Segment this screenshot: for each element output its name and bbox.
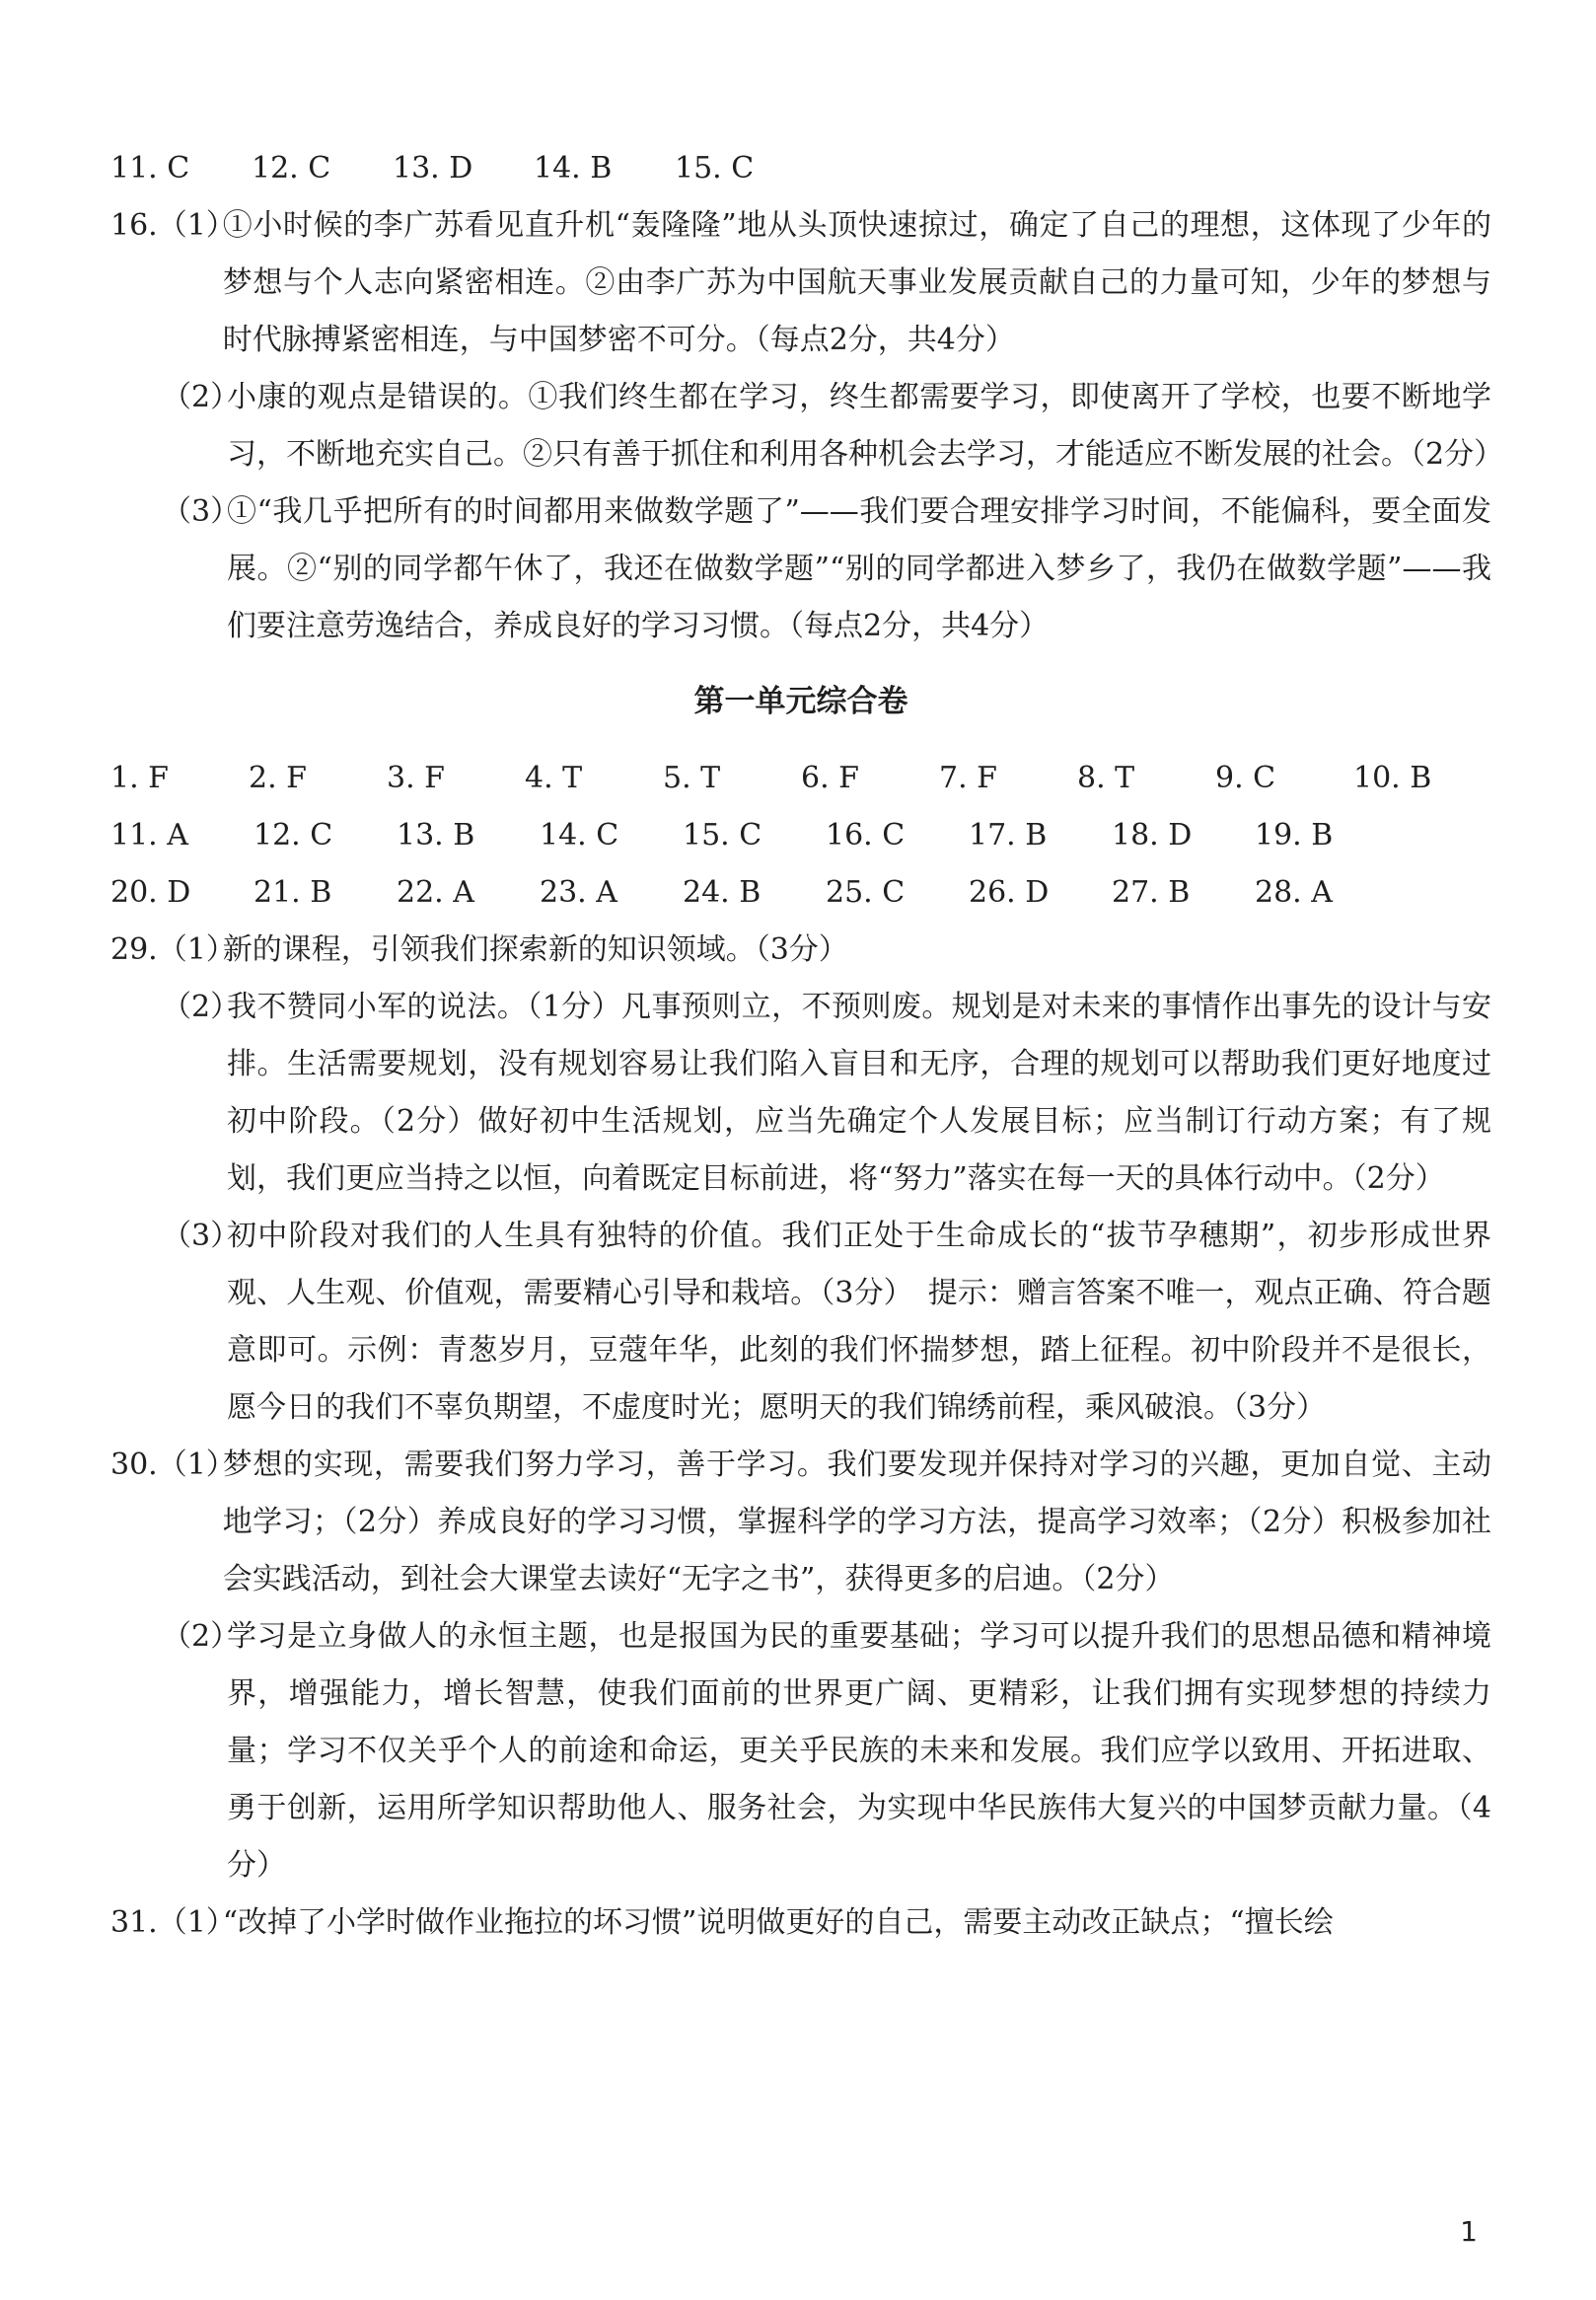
answer-item: 12. C xyxy=(254,818,333,853)
part-label: （1） xyxy=(157,1905,236,1940)
answer-item: 24. B xyxy=(683,875,762,910)
question-29-part-3 xyxy=(110,1208,1491,1437)
question-16-part-3 xyxy=(110,483,1491,655)
answer-item: 6. F xyxy=(801,761,859,795)
answer-item: 9. C xyxy=(1215,761,1276,795)
answer-item: 13. B xyxy=(397,818,475,853)
answer-item: 1. F xyxy=(110,761,169,795)
answer-item: 23. A xyxy=(540,875,617,910)
part-label: （2） xyxy=(162,380,241,414)
part-text: ①“我几乎把所有的时间都用来做数学题了”——我们要合理安排学习时间，不能偏科，要全面发展。②“别的同学都午休了，我还在做数学题”“别的同学都进入梦乡了，我仍在做数学题”——我们要注意劳逸结合，养成良好的学习习惯。（每点2分，共4分） xyxy=(227,494,1491,643)
question-number: 29. xyxy=(110,932,158,967)
answer-item: 25. C xyxy=(826,875,906,910)
answer-item: 14. C xyxy=(540,818,619,853)
answer-content xyxy=(110,140,1504,1952)
answer-item: 2. F xyxy=(249,761,307,795)
question-number: 31. xyxy=(110,1905,158,1940)
part-label: （3） xyxy=(162,1219,241,1253)
part-text: 小康的观点是错误的。①我们终生都在学习，终生都需要学习，即使离开了学校，也要不断地学习，不断地充实自己。②只有善于抓住和利用各种机会去学习，才能适应不断发展的社会。（2分） xyxy=(227,380,1504,472)
answer-item: 15. C xyxy=(675,151,755,185)
unit-answers-row-3 xyxy=(110,864,1491,922)
answer-item: 21. B xyxy=(254,875,332,910)
part-text: 梦想的实现，需要我们努力学习，善于学习。我们要发现并保持对学习的兴趣，更加自觉、主动地学习；（2分）养成良好的学习习惯，掌握科学的学习方法，提高学习效率；（2分）积极参加社会实践活动，到社会大课堂去读好“无字之书”，获得更多的启迪。（2分） xyxy=(222,1447,1491,1596)
part-label: （1） xyxy=(157,208,236,243)
unit-answers-row-2 xyxy=(110,807,1491,864)
answer-item: 10. B xyxy=(1353,761,1432,795)
question-29 xyxy=(110,922,1491,979)
answer-item: 17. B xyxy=(969,818,1048,853)
answer-item: 28. A xyxy=(1255,875,1333,910)
part-text: ①小时候的李广苏看见直升机“轰隆隆”地从头顶快速掠过，确定了自己的理想，这体现了少年的梦想与个人志向紧密相连。②由李广苏为中国航天事业发展贡献自己的力量可知，少年的梦想与时代脉搏紧密相连，与中国梦密不可分。（每点2分，共4分） xyxy=(222,208,1491,357)
question-30-part-2 xyxy=(110,1608,1491,1894)
section-title: 第一单元综合卷 xyxy=(693,684,908,719)
part-text: 初中阶段对我们的人生具有独特的价值。我们正处于生命成长的“拔节孕穗期”，初步形成世界观、人生观、价值观，需要精心引导和栽培。（3分） 提示：赠言答案不唯一，观点正确、符合题意即可。示例：青葱岁月，豆蔻年华，此刻的我们怀揣梦想，踏上征程。初中阶段并不是很长，愿今日的我们不辜负期望，不虚度时光；愿明天的我们锦绣前程，乘风破浪。（3分） xyxy=(227,1219,1491,1425)
answer-item: 18. D xyxy=(1112,818,1193,853)
answer-item: 5. T xyxy=(663,761,721,795)
answer-item: 11. A xyxy=(110,818,188,853)
question-30 xyxy=(110,1437,1491,1608)
part-label: （1） xyxy=(157,932,236,967)
question-16 xyxy=(110,197,1491,369)
top-answers-row xyxy=(110,140,1491,197)
answer-item: 14. B xyxy=(534,151,613,185)
question-number: 30. xyxy=(110,1447,158,1482)
answer-item: 20. D xyxy=(110,875,191,910)
answer-item: 4. T xyxy=(525,761,583,795)
answer-item: 11. C xyxy=(110,151,190,185)
answer-item: 3. F xyxy=(387,761,445,795)
part-label: （3） xyxy=(162,494,241,529)
answer-item: 7. F xyxy=(939,761,997,795)
question-29-part-2 xyxy=(110,979,1491,1208)
part-text: 我不赞同小军的说法。（1分）凡事预则立，不预则废。规划是对未来的事情作出事先的设计与安排。生活需要规划，没有规划容易让我们陷入盲目和无序，合理的规划可以帮助我们更好地度过初中阶段。（2分）做好初中生活规划，应当先确定个人发展目标；应当制订行动方案；有了规划，我们更应当持之以恒，向着既定目标前进，将“努力”落实在每一天的具体行动中。（2分） xyxy=(227,990,1491,1196)
answer-item: 12. C xyxy=(252,151,331,185)
question-number: 16. xyxy=(110,208,158,243)
part-text: “改掉了小学时做作业拖拉的坏习惯”说明做更好的自己，需要主动改正缺点；“擅长绘 xyxy=(222,1905,1334,1940)
question-16-part-2 xyxy=(110,369,1504,483)
part-label: （2） xyxy=(162,1619,241,1654)
answer-item: 8. T xyxy=(1077,761,1135,795)
answer-item: 15. C xyxy=(683,818,762,853)
part-text: 新的课程，引领我们探索新的知识领域。（3分） xyxy=(222,932,848,967)
part-label: （2） xyxy=(162,990,241,1024)
answer-item: 13. D xyxy=(393,151,473,185)
answer-item: 22. A xyxy=(397,875,474,910)
page-number: 1 xyxy=(1460,2215,1478,2248)
answer-item: 27. B xyxy=(1112,875,1191,910)
answer-item: 19. B xyxy=(1255,818,1334,853)
answer-item: 16. C xyxy=(826,818,906,853)
part-label: （1） xyxy=(157,1447,236,1482)
part-text: 学习是立身做人的永恒主题，也是报国为民的重要基础；学习可以提升我们的思想品德和精神境界，增强能力，增长智慧，使我们面前的世界更广阔、更精彩，让我们拥有实现梦想的持续力量；学习不仅关乎个人的前途和命运，更关乎民族的未来和发展。我们应学以致用、开拓进取、勇于创新，运用所学知识帮助他人、服务社会，为实现中华民族伟大复兴的中国梦贡献力量。（4分） xyxy=(227,1619,1491,1883)
unit-answers-row-1 xyxy=(110,750,1491,807)
answer-item: 26. D xyxy=(969,875,1050,910)
question-31 xyxy=(110,1894,1491,1952)
